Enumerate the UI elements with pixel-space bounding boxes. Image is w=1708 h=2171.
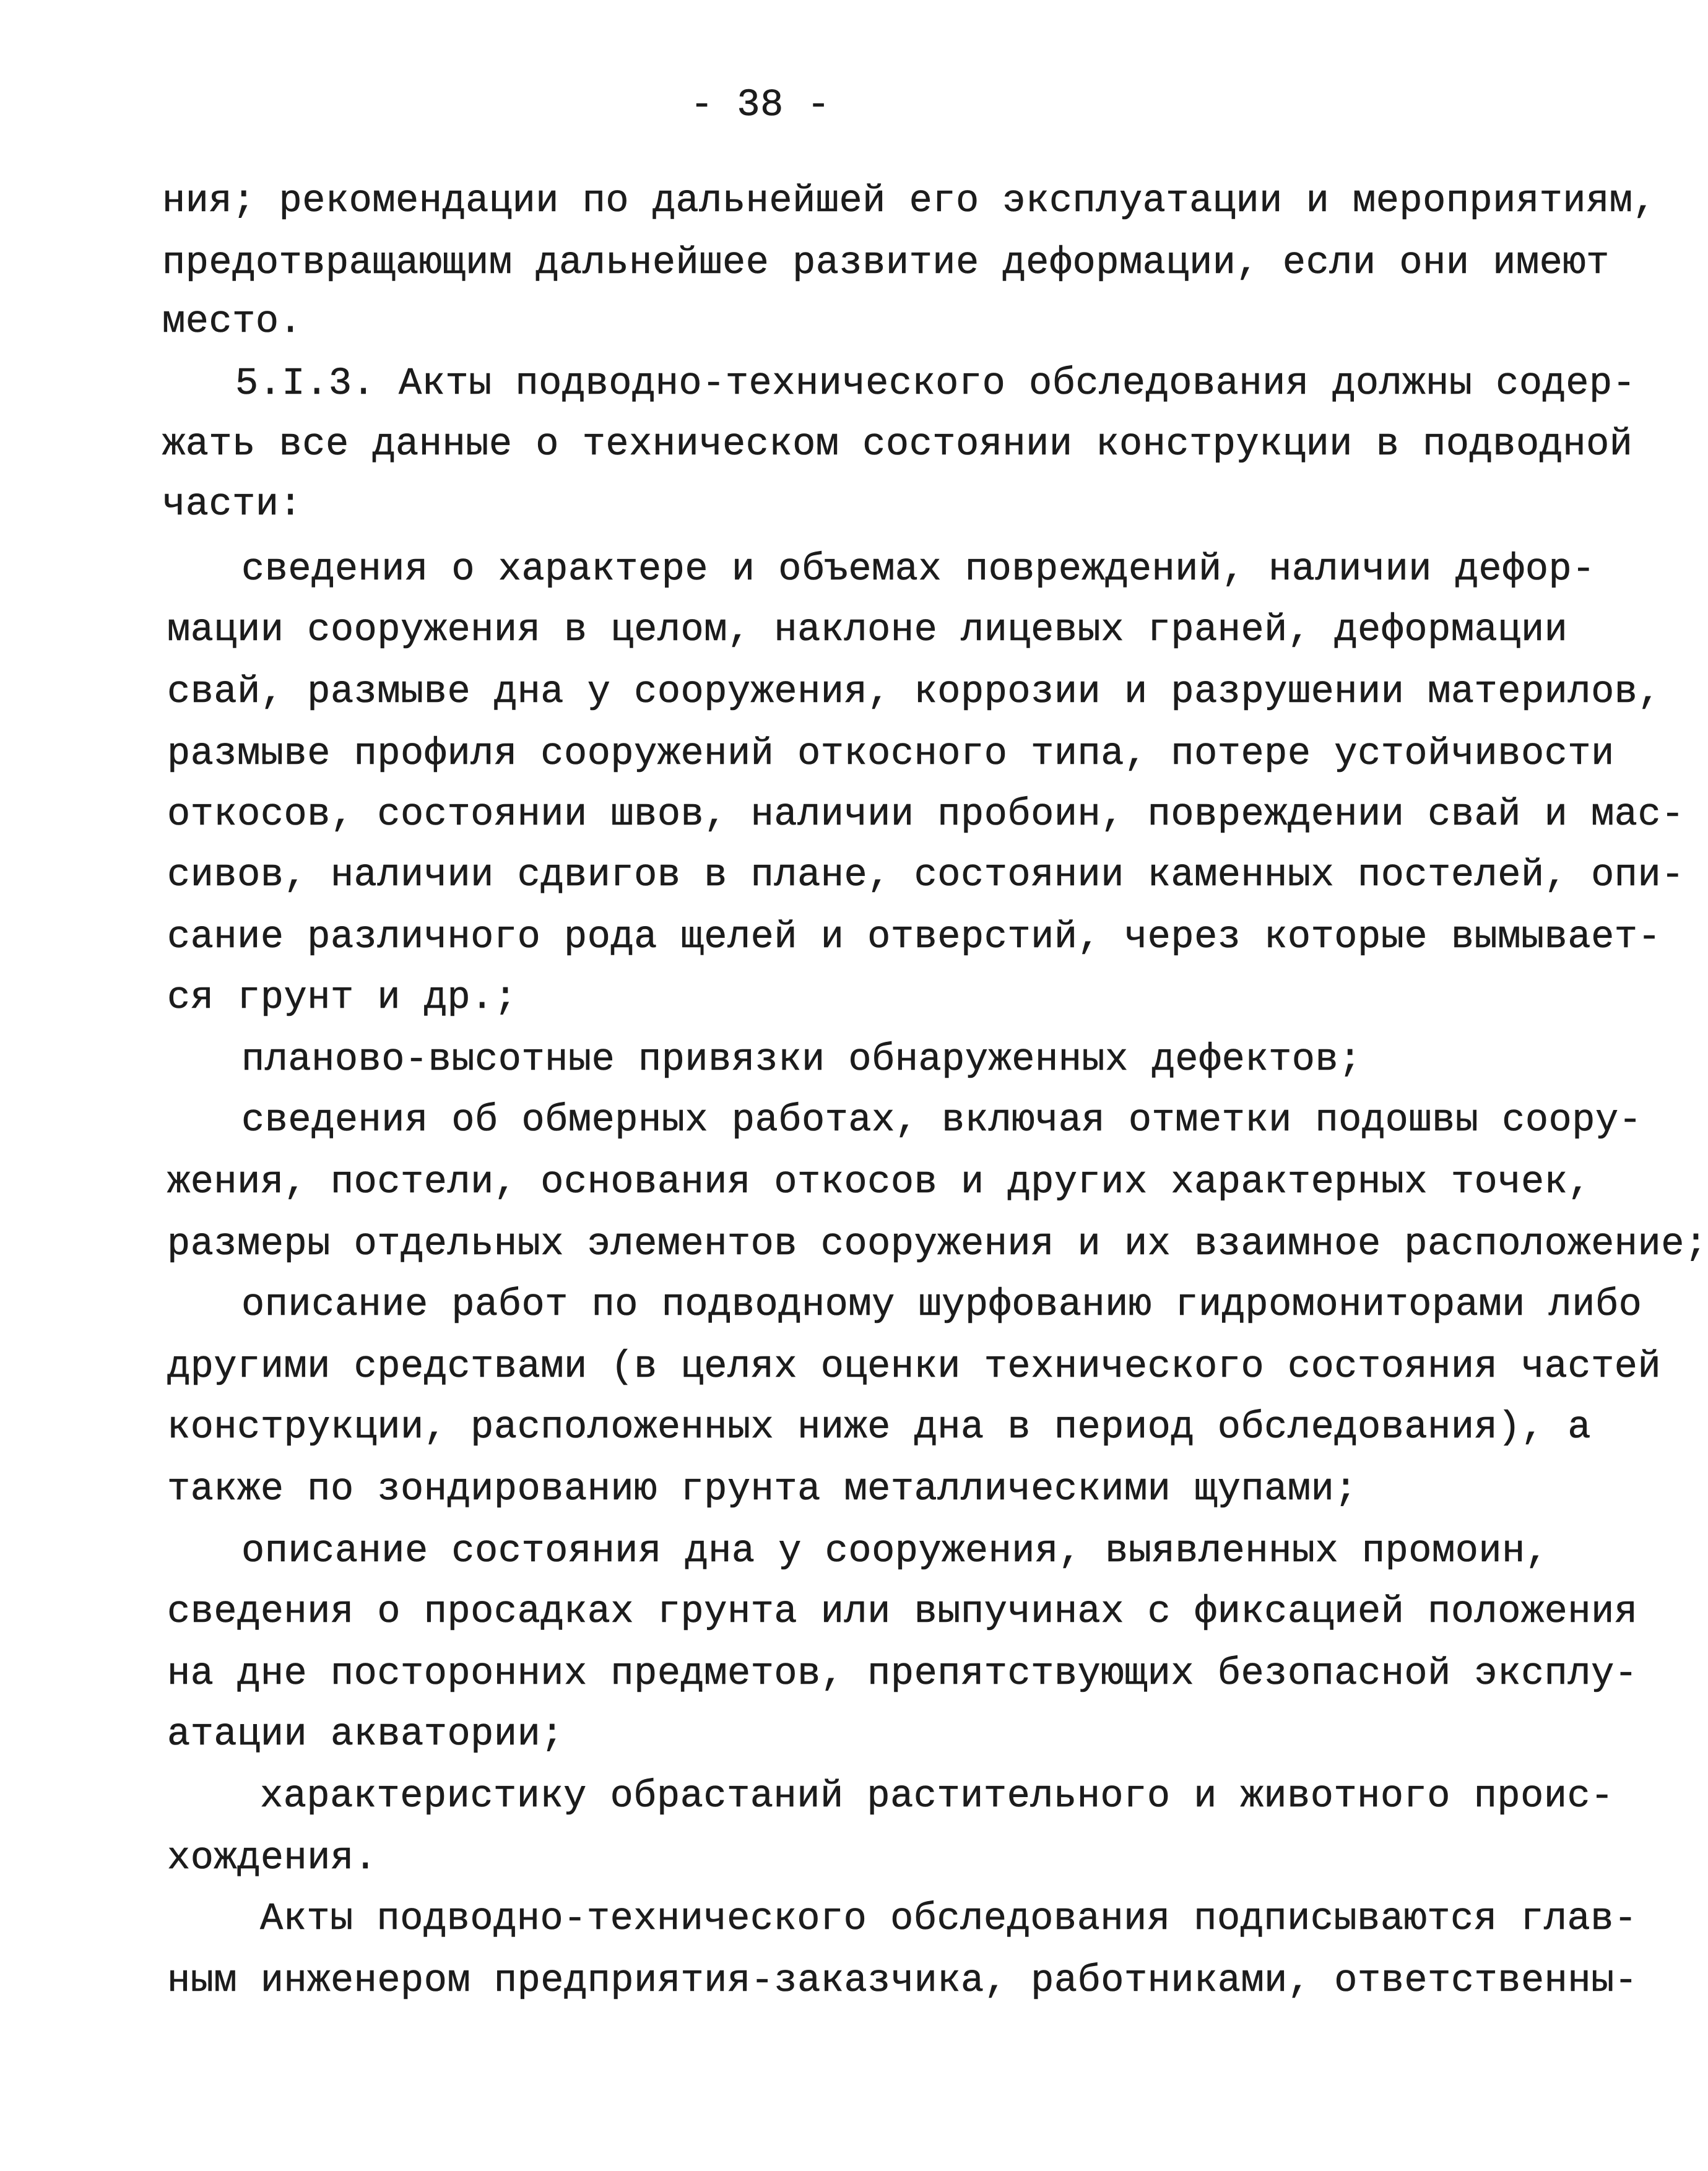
text-line: характеристику обрастаний растительного и животного проис-: [260, 1774, 1614, 1818]
text-line: место.: [162, 300, 303, 344]
text-line: Акты подводно-технического обследования подписываются глав-: [260, 1897, 1637, 1941]
text-line: описание состояния дна у сооружения, выявленных промоин,: [241, 1529, 1549, 1573]
text-line: размеры отдельных элементов сооружения и их взаимное расположение;: [167, 1222, 1708, 1266]
text-line: также по зондированию грунта металлическими щупами;: [167, 1467, 1358, 1511]
text-line: описание работ по подводному шурфованию гидромониторами либо: [241, 1283, 1642, 1327]
text-line: 5.I.3. Акты подводно-технического обследования должны содер-: [235, 362, 1636, 405]
text-line: планово-высотные привязки обнаруженных дефектов;: [241, 1038, 1362, 1081]
text-line: сведения о просадках грунта или выпучинах с фиксацией положения: [167, 1590, 1638, 1634]
text-line: другими средствами (в целях оценки технического состояния частей: [167, 1345, 1662, 1389]
text-line: мации сооружения в целом, наклоне лицевых граней, деформации: [167, 608, 1568, 652]
text-line: сведения о характере и объемах повреждений, наличии дефор-: [241, 547, 1595, 591]
text-line: сивов, наличии сдвигов в плане, состоянии каменных постелей, опи-: [167, 853, 1684, 897]
text-line: сведения об обмерных работах, включая отметки подошвы соору-: [241, 1098, 1642, 1142]
text-line: хождения.: [167, 1836, 378, 1880]
text-line: размыве профиля сооружений откосного типа, потере устойчивости: [167, 732, 1615, 776]
text-line: жения, постели, основания откосов и других характерных точек,: [167, 1160, 1592, 1204]
text-line: откосов, состоянии швов, наличии пробоин, повреждении свай и мас-: [167, 792, 1684, 836]
text-line: конструкции, расположенных ниже дна в период обследования), а: [167, 1405, 1592, 1449]
text-line: части:: [162, 482, 303, 526]
text-line: свай, размыве дна у сооружения, коррозии и разрушении материлов,: [167, 670, 1662, 714]
text-line: на дне посторонних предметов, препятствующих безопасной эксплу-: [167, 1652, 1638, 1696]
text-line: предотвращающим дальнейшее развитие деформации, если они имеют: [162, 241, 1610, 285]
text-line: ния; рекомендации по дальнейшей его эксплуатации и мероприятиям,: [162, 179, 1657, 223]
text-line: сание различного рода щелей и отверстий, через которые вымывает-: [167, 915, 1662, 959]
text-line: ся грунт и др.;: [167, 976, 518, 1020]
text-line: атации акватории;: [167, 1712, 565, 1756]
text-line: ным инженером предприятия-заказчика, работниками, ответственны-: [167, 1959, 1638, 2003]
text-line: жать все данные о техническом состоянии конструкции в подводной: [162, 422, 1633, 466]
page-number: - 38 -: [690, 83, 831, 127]
